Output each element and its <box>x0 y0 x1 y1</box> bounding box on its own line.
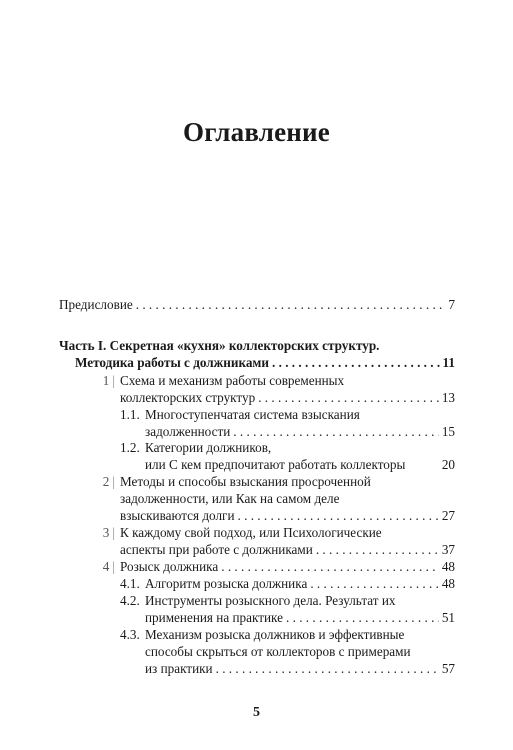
toc-page-ref: 48 <box>441 576 455 591</box>
toc-entry-title-cont: применения на практике <box>145 610 283 625</box>
toc-entry-ch3 <box>120 524 455 558</box>
dot-leader <box>258 389 439 406</box>
toc-page-ref: 37 <box>441 542 455 557</box>
dot-leader <box>216 660 439 677</box>
toc-entry-title-cont: задолженности <box>145 424 231 439</box>
section-number: 4.1. <box>120 576 140 591</box>
toc-entry-title: Категории должников, <box>145 440 272 455</box>
toc-page-ref: 15 <box>441 424 455 439</box>
toc-page-ref: 11 <box>442 355 455 370</box>
section-number: 4.2. <box>120 593 140 608</box>
toc-entry-1-2 <box>145 439 455 473</box>
dot-leader <box>286 609 439 626</box>
toc-entry-title-cont: из практики <box>145 661 213 676</box>
toc-page-ref: 57 <box>441 661 455 676</box>
toc-entry-title: Многоступенчатая система взыскания <box>145 407 360 422</box>
toc-entry-title: Часть I. Секретная «кухня» коллекторских структур. <box>59 338 380 353</box>
dot-leader <box>238 507 439 524</box>
toc-entry-title: Инструменты розыскного дела. Результат их <box>145 593 396 608</box>
toc-page-ref: 27 <box>441 508 455 523</box>
toc-page-ref: 51 <box>441 610 455 625</box>
toc-entry-title: Схема и механизм работы современных <box>120 373 345 388</box>
toc-page-ref: 20 <box>441 457 455 472</box>
toc-entry-title-cont: способы скрыться от коллекторов с примерами <box>145 644 411 659</box>
toc-entry-1-1 <box>145 406 455 440</box>
toc-entry-4-2 <box>145 592 455 626</box>
toc-entry-title-cont: аспекты при работе с должниками <box>120 542 313 557</box>
toc-entry-title-cont: коллекторских структур <box>120 390 256 405</box>
toc-entry-ch2 <box>120 473 455 524</box>
toc-entry-title-cont: взыскиваются долги <box>120 508 235 523</box>
toc-entry-title: Механизм розыска должников и эффективные <box>145 627 405 642</box>
toc-page-ref: 48 <box>441 559 455 574</box>
toc-entry-title-cont: Методика работы с должниками <box>75 355 270 370</box>
toc-entry-4-3 <box>145 626 455 677</box>
toc-entry-title-cont: или С кем предпочитают работать коллекторы <box>145 457 406 472</box>
toc-entry-title: Предисловие <box>59 297 133 312</box>
page-number: 5 <box>253 705 260 720</box>
toc-entry-title: Алгоритм розыска должника <box>145 576 308 591</box>
page-title: Оглавление <box>183 117 330 147</box>
toc-entry-title-cont: задолженности, или Как на самом деле <box>120 491 340 506</box>
chapter-number: 4 | <box>102 559 115 574</box>
toc-entry-title: К каждому свой подход, или Психологические <box>120 525 382 540</box>
toc-entry-title: Методы и способы взыскания просроченной <box>120 474 371 489</box>
dot-leader <box>272 354 440 371</box>
chapter-number: 2 | <box>102 474 115 489</box>
toc-entry-ch4 <box>120 558 455 575</box>
chapter-number: 1 | <box>102 373 115 388</box>
dot-leader <box>221 558 439 575</box>
toc-entry-4-1 <box>145 575 455 592</box>
chapter-number: 3 | <box>102 525 115 540</box>
toc-page-ref: 7 <box>448 297 455 312</box>
section-number: 1.1. <box>120 407 140 422</box>
toc-entry-title: Розыск должника <box>120 559 219 574</box>
toc-entry-preface <box>59 296 455 313</box>
dot-leader <box>136 296 446 313</box>
dot-leader <box>233 423 439 440</box>
section-number: 4.3. <box>120 627 140 642</box>
toc-entry-ch1 <box>120 372 455 406</box>
dot-leader <box>310 575 439 592</box>
toc-page-ref: 13 <box>441 390 455 405</box>
dot-leader <box>316 541 439 558</box>
section-number: 1.2. <box>120 440 140 455</box>
toc-entry-part1 <box>59 337 455 371</box>
